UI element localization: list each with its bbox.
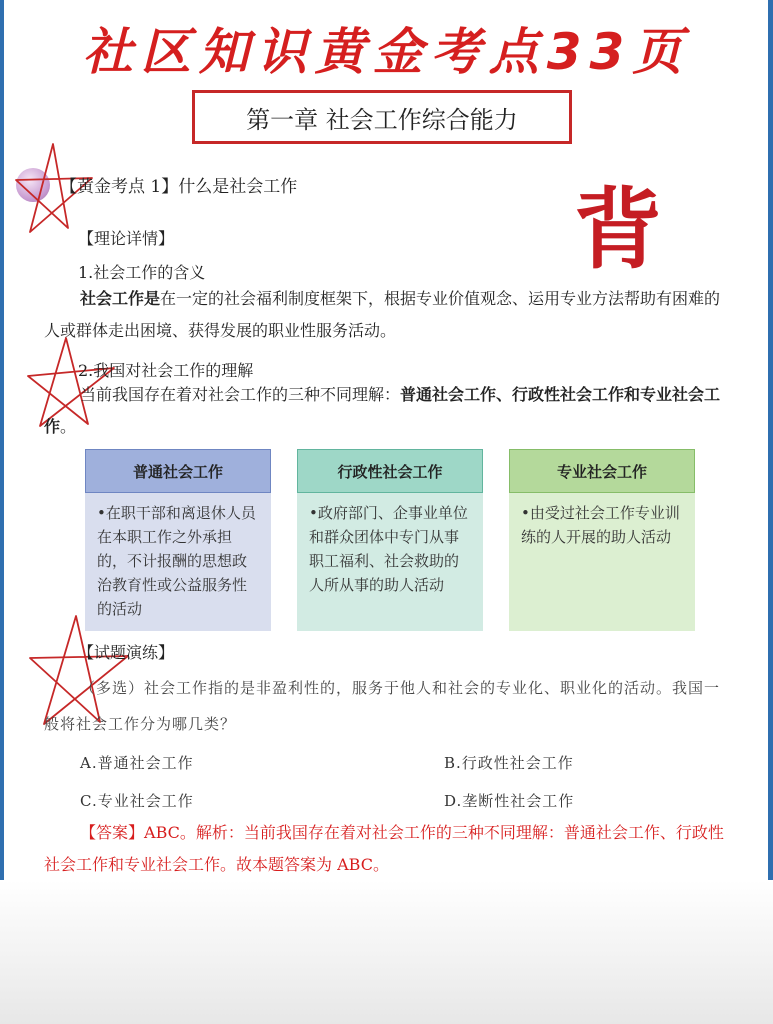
type-card-professional	[509, 449, 695, 623]
card-body: •由受过社会工作专业训练的人开展的助人活动	[509, 493, 695, 631]
blank-page-bottom	[0, 880, 773, 1024]
subsection-title: 1.社会工作的含义	[78, 263, 206, 282]
definition-term: 社会工作是	[80, 289, 161, 308]
answer-label: 【答案】	[80, 823, 145, 842]
definition-paragraph	[44, 283, 734, 347]
card-body: •在职干部和离退休人员在本职工作之外承担的，不计报酬的思想政治教育性或公益服务性的活动	[85, 493, 271, 631]
subsection-title: 2.我国对社会工作的理解	[78, 361, 254, 380]
card-title: 普通社会工作	[85, 449, 271, 493]
definition-text: 在一定的社会福利制度框架下，根据专业价值观念、运用专业方法帮助有困难的人或群体走出困境、获得发展的职业性服务活动。	[44, 289, 721, 340]
quiz-question: （多选）社会工作指的是非盈利性的，服务于他人和社会的专业化、职业化的活动。我国一般将社会工作分为哪几类？	[44, 679, 721, 733]
answer-text: ABC。解析：当前我国存在着对社会工作的三种不同理解：普通社会工作、行政性社会工作和专业社会工作。故本题答案为 ABC。	[44, 823, 724, 874]
quiz-option-a: A.普通社会工作	[80, 754, 194, 772]
chapter-title: 第一章 社会工作综合能力	[246, 105, 518, 134]
quiz-option-d: D.垄断性社会工作	[444, 792, 575, 810]
understanding-types: 普通社会工作、行政性社会工作和专业社会工作	[44, 385, 721, 436]
golden-point-heading: 【黄金考点 1】什么是社会工作	[60, 177, 298, 197]
card-title: 行政性社会工作	[297, 449, 483, 493]
understanding-lead: 当前我国存在着对社会工作的三种不同理解：	[80, 385, 401, 404]
card-title: 专业社会工作	[509, 449, 695, 493]
chapter-title-box	[192, 90, 572, 144]
type-card-administrative	[297, 449, 483, 623]
left-edge-bar	[0, 0, 4, 1024]
understanding-end: 。	[60, 417, 77, 436]
answer-paragraph	[44, 817, 734, 881]
quiz-option-c: C.专业社会工作	[80, 792, 194, 810]
memorize-stamp: 背	[573, 178, 662, 281]
theory-label: 【理论详情】	[78, 229, 175, 248]
type-card-ordinary	[85, 449, 271, 623]
card-body: •政府部门、企事业单位和群众团体中专门从事职工福利、社会救助的人所从事的助人活动	[297, 493, 483, 631]
practice-label: 【试题演练】	[78, 643, 175, 662]
right-edge-bar	[768, 0, 773, 1024]
quiz-option-b: B.行政性社会工作	[444, 754, 574, 772]
page-banner-title: 社区知识黄金考点33页	[82, 23, 691, 81]
understanding-paragraph	[44, 379, 734, 443]
